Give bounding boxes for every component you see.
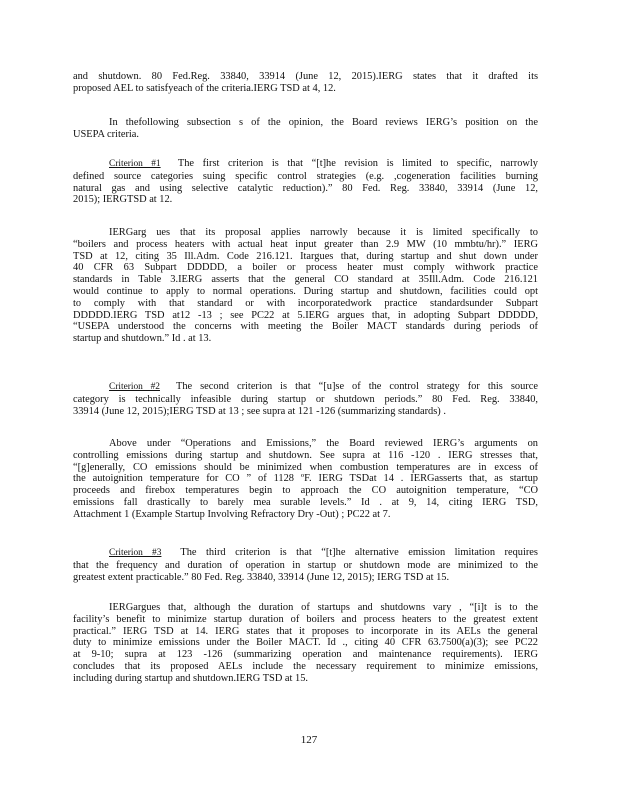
text-line: “USEPA understood the concerns with meeting the Boiler MACT standards during periods of bbox=[73, 321, 538, 333]
text-line: 33914 (June 12, 2015);IERG TSD at 13 ; see supra at 121 -126 (summarizing standards) . bbox=[73, 405, 446, 417]
paragraph-intro-continuation bbox=[73, 71, 538, 95]
text-line: the autoignition temperature for CO ” of 1128 ºF. IERG TSDat 14 . IERGasserts that, as startup bbox=[73, 473, 538, 485]
text-line: IERGarg ues that its proposal applies narrowly because it is limited specifically to bbox=[109, 227, 538, 238]
text-line: “[g]enerally, CO emissions should be minimized when combustion temperatures are in excess of bbox=[73, 461, 538, 473]
text-segment: The first criterion is that “[t]he revision is limited to specific, narrowly bbox=[177, 158, 538, 169]
text-line bbox=[73, 158, 538, 171]
text-line: to comply with that standard or with incorporatedwork practice standardsunder Subpart bbox=[73, 297, 538, 309]
text-line: USEPA criteria. bbox=[73, 128, 139, 140]
text-line bbox=[73, 381, 538, 394]
text-line: proposed AEL to satisfyeach of the criteria.IERG TSD at 4, 12. bbox=[73, 82, 336, 94]
text-line: emissions fall drastically to barely mea surable levels.” Id . at 9, 14, citing IERG TSD, bbox=[73, 496, 538, 508]
paragraph-operations-emissions bbox=[73, 438, 538, 521]
text-line: standards in Table 3.IERG asserts that the general CO standard at 35Ill.Adm. Code 216.121 bbox=[73, 274, 538, 286]
text-line: concludes that its proposed AELs include the necessary requirement to minimize emissions, bbox=[73, 660, 538, 672]
criterion-heading: Criterion #2 bbox=[109, 382, 160, 392]
criterion-heading: Criterion #1 bbox=[109, 159, 161, 169]
text-line: that the frequency and duration of operation in startup or shutdown mode are minimized to the bbox=[73, 559, 538, 571]
text-line: “boilers and process heaters with actual heat input greater than 2.9 MW (10 mmbtu/hr).” IERG bbox=[73, 238, 538, 250]
text-line bbox=[73, 547, 538, 560]
text-line: facility’s benefit to minimize startup duration of boilers and process heaters to the greatest extent bbox=[73, 613, 538, 625]
paragraph-criterion-3 bbox=[73, 547, 538, 583]
text-line: TSD at 12, citing 35 Ill.Adm. Code 216.121. Itargues that, during startup and shut down under bbox=[73, 250, 538, 262]
text-line: greatest extent practicable.” 80 Fed. Reg. 33840, 33914 (June 12, 2015); IERG TSD at 15. bbox=[73, 571, 450, 583]
text-line: defined source categories suing specific control strategies (e.g. ,cogeneration facilities burning bbox=[73, 170, 538, 182]
paragraph-criterion-1 bbox=[73, 158, 538, 206]
text-line: 40 CFR 63 Subpart DDDDD, a boiler or process heater must comply withwork practice bbox=[73, 262, 538, 274]
text-segment: The second criterion is that “[u]se of the control strategy for this source bbox=[175, 381, 538, 392]
paragraph-minimize-duration bbox=[73, 602, 538, 685]
text-line: practical.” IERG TSD at 14. IERG states that it proposes to incorporate in its AELs the general bbox=[73, 625, 538, 637]
text-line: Above under “Operations and Emissions,” the Board reviewed IERG’s arguments on bbox=[109, 438, 538, 449]
text-line: natural gas and using selective catalytic reduction).” 80 Fed. Reg. 33840, 33914 (June 12, bbox=[73, 182, 538, 194]
text-line: In thefollowing subsection s of the opinion, the Board reviews IERG’s position on the bbox=[109, 117, 538, 128]
text-line: Attachment 1 (Example Startup Involving Refractory Dry -Out) ; PC22 at 7. bbox=[73, 508, 391, 520]
paragraph-narrow-application bbox=[73, 227, 538, 345]
text-line: startup and shutdown.” Id . at 13. bbox=[73, 333, 212, 345]
page-number: 127 bbox=[300, 734, 318, 746]
text-line: 2015); IERGTSD at 12. bbox=[73, 194, 173, 206]
criterion-heading: Criterion #3 bbox=[109, 548, 162, 558]
paragraph-subsection-overview bbox=[73, 117, 538, 141]
text-line: including during startup and shutdown.IERG TSD at 15. bbox=[73, 672, 309, 684]
text-segment: The third criterion is that “[t]he alternative emission limitation requires bbox=[180, 547, 538, 558]
text-line: controlling emissions during startup and shutdown. See supra at 116 -120 . IERG stresses that, bbox=[73, 449, 538, 461]
paragraph-criterion-2 bbox=[73, 381, 538, 417]
text-line: duty to minimize emissions under the Boiler MACT. Id ., citing 40 CFR 63.7500(a)(3); see PC22 bbox=[73, 637, 538, 649]
text-line: IERGargues that, although the duration of startups and shutdowns vary , “[i]t is to the bbox=[109, 602, 538, 613]
text-line: and shutdown. 80 Fed.Reg. 33840, 33914 (June 12, 2015).IERG states that it drafted its bbox=[73, 71, 538, 82]
text-line: at 9-10; supra at 123 -126 (summarizing operation and maintenance requirements). IERG bbox=[73, 649, 538, 661]
text-line: would continue to apply to normal operations. During startup and shutdown, facilities could opt bbox=[73, 285, 538, 297]
text-line: category is technically infeasible during startup or shutdown periods.” 80 Fed. Reg. 33840, bbox=[73, 393, 538, 405]
text-line: proceeds and firebox temperatures begin to approach the CO autoignition temperature, “CO bbox=[73, 485, 538, 497]
text-line: DDDDD.IERG TSD at12 -13 ; see PC22 at 5.IERG argues that, in adopting Subpart DDDDD, bbox=[73, 309, 538, 321]
